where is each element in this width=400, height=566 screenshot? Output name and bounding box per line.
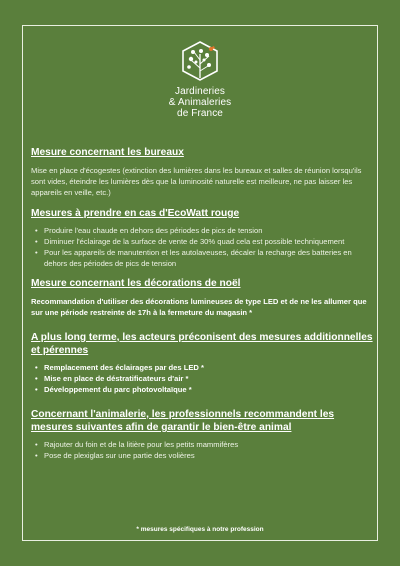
list-item: • Rajouter du foin et de la litière pour les petits mammifères [31, 439, 376, 450]
section-long-terme [31, 331, 376, 395]
brand-line-2: & Animaleries [168, 97, 232, 108]
tree-hexagon-icon [179, 40, 221, 82]
list-item: • Remplacement des éclairages par des LED * [31, 362, 376, 373]
bullet-list [31, 439, 376, 461]
section-title: Concernant l'animalerie, les professionnels recommandent les mesures suivantes afin de garantir le bien-être animal [31, 409, 335, 433]
brand-line-3: de France [177, 108, 223, 119]
list-item: • Mise en place de déstratificateurs d'air * [31, 373, 376, 384]
section-title: Mesures à prendre en cas d'EcoWatt rouge [31, 208, 240, 219]
section-ecowatt [31, 207, 376, 269]
list-item: • Diminuer l'éclairage de la surface de vente de 30% quad cela est possible techniquement [31, 236, 376, 247]
brand-name [0, 86, 400, 119]
footnote: * mesures spécifiques à notre profession [136, 526, 264, 533]
brand-logo [0, 40, 400, 119]
section-noel [31, 277, 376, 318]
section-title: Mesure concernant les décorations de noël [31, 278, 241, 289]
section-paragraph: Recommandation d'utiliser des décorations lumineuses de type LED et de ne les allumer que sur une période restreinte de 17h à la fermeture du magasin * [31, 297, 367, 317]
measures-content [31, 146, 376, 471]
section-title: Mesure concernant les bureaux [31, 147, 184, 158]
brand-line-1: Jardineries [174, 86, 225, 97]
section-animalerie [31, 408, 376, 461]
list-item: • Pour les appareils de manutention et les autolaveuses, décaler la recharge des batteries en dehors des périodes de pics de tension [31, 247, 376, 269]
list-item: • Produire l'eau chaude en dehors des périodes de pics de tension [31, 225, 376, 236]
section-title: A plus long terme, les acteurs préconisent des mesures additionnelles et pérennes [31, 332, 373, 356]
bullet-list [31, 225, 376, 269]
list-item: • Pose de plexiglas sur une partie des volières [31, 450, 376, 461]
section-paragraph: Mise en place d'écogestes (extinction des lumières dans les bureaux et salles de réunion lorsqu'ils sont vides, éteindre les lumières dès que la luminosité naturelle est meilleure, ne pas laisser les appareils en veille, etc.) [31, 166, 362, 197]
section-bureaux [31, 146, 376, 198]
bullet-list [31, 362, 376, 395]
list-item: • Développement du parc photovoltaïque * [31, 384, 376, 395]
